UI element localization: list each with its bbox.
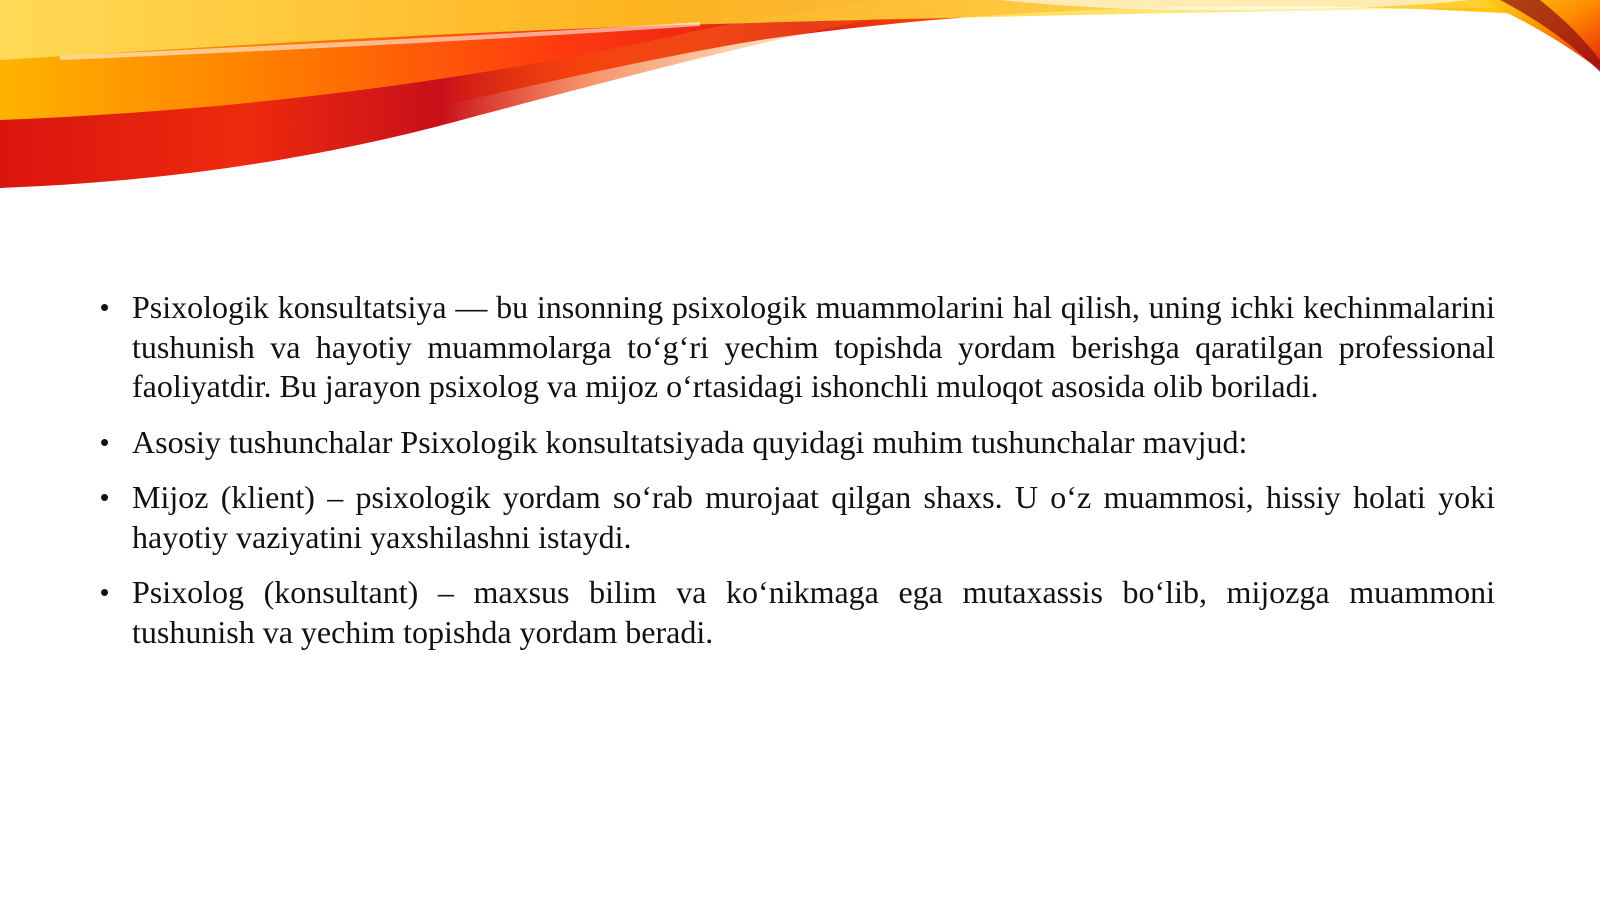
bullet-dot-icon: • [100, 426, 110, 457]
bullet-text: Asosiy tushunchalar Psixologik konsultatsiyada quyidagi muhim tushunchalar mavjud: [132, 423, 1248, 460]
bullet-item [100, 288, 1495, 407]
bullet-dot-icon: • [100, 577, 110, 607]
bullet-item [100, 478, 1495, 557]
bullet-text: Psixologik konsultatsiya — bu insonning psixologik muammolarini hal qilish, uning ichki kechinmalarini tushunish va hayotiy muammolarga to‘g‘ri yechim topishda yordam berishga qaratilgan professional faoliyatdir. Bu jarayon psixolog va mijoz o‘rtasidagi ishonchli muloqot asosida olib boriladi. [132, 289, 1495, 404]
decorative-swoosh-banner [0, 0, 1600, 200]
bullet-item [100, 573, 1495, 652]
bullet-text: Psixolog (konsultant) – maxsus bilim va ko‘nikmaga ega mutaxassis bo‘lib, mijozga muammoni tushunish va yechim topishda yordam beradi. [132, 574, 1495, 650]
bullet-text: Mijoz (klient) – psixologik yordam so‘rab murojaat qilgan shaxs. U o‘z muammosi, hissiy holati yoki hayotiy vaziyatini yaxshilashni istaydi. [132, 479, 1495, 555]
bullet-list [100, 288, 1495, 668]
bullet-dot-icon: • [100, 292, 110, 322]
bullet-item [100, 423, 1495, 463]
bullet-dot-icon: • [100, 482, 110, 512]
